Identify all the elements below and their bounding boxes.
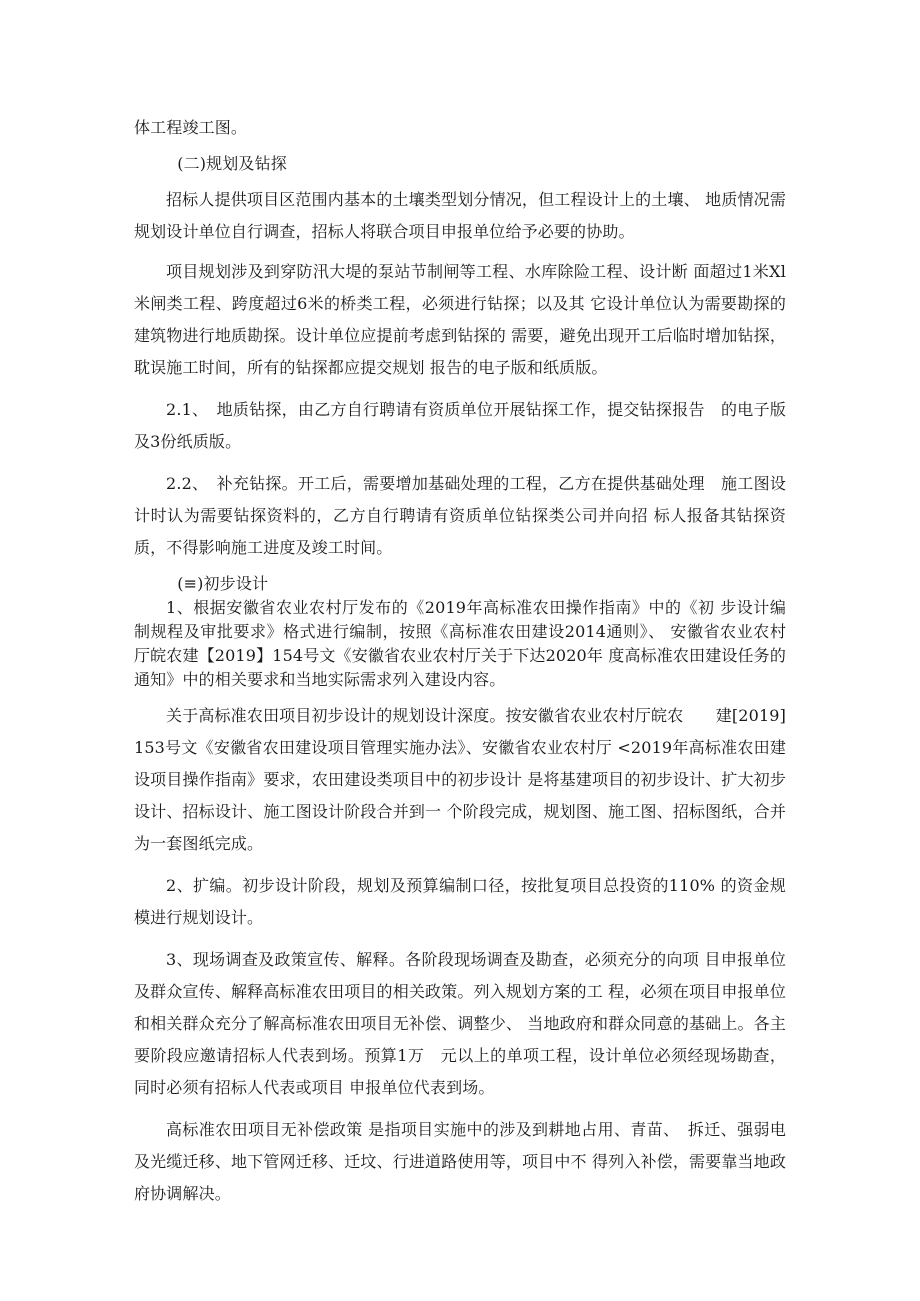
section-heading-preliminary-design: (≡)初步设计	[177, 574, 269, 593]
paragraph-soil-survey: 招标人提供项目区范围内基本的土壤类型划分情况，但工程设计上的土壤、 地质情况需规划设计单位自行调查，招标人将联合项目申报单位给予必要的协助。	[134, 190, 786, 241]
document-body	[134, 112, 786, 1210]
paragraph-design-depth: 关于高标准农田项目初步设计的规划设计深度。按安徽省农业农村厅皖农 建[2019] 153号文《安徽省农田建设项目管理实施办法》、安徽省农业农村厅 <2019年高标准农田建设项目操作指南》要求，农田建设类项目中的初步设计 是将基建项目的初步设计、扩大初步设计、招标设计、施工图设计阶段合并到一 个阶段完成，规划图、施工图、招标图纸，合并为一套图纸完成。	[134, 706, 786, 853]
section-heading-planning-drilling: (二)规划及钻探	[177, 154, 287, 173]
paragraph-supplementary-drilling: 2.2、 补充钻探。开工后，需要增加基础处理的工程，乙方在提供基础处理 施工图设计时认为需要钻探资料的，乙方自行聘请有资质单位钻探类公司并向招 标人报备其钻探资质，不得影响施工进度及竣工时间。	[134, 474, 786, 557]
paragraph-expansion: 2、扩编。初步设计阶段，规划及预算编制口径，按批复项目总投资的110% 的资金规模进行规划设计。	[134, 876, 786, 927]
paragraph-geological-drilling: 2.1、 地质钻探，由乙方自行聘请有资质单位开展钻探工作，提交钻探报告 的电子版及3份纸质版。	[134, 400, 786, 451]
paragraph-design-basis: 1、根据安徽省农业农村厅发布的《2019年高标准农田操作指南》中的《初 步设计编制规程及审批要求》格式进行编制，按照《高标准农田建设2014通则》、 安徽省农业农村厅皖农建【2019】154号文《安徽省农业农村厅关于下达2020年 度高标准农田建设任务的通知》中的相关要求和当地实际需求列入建设内容。	[134, 598, 786, 689]
paragraph-no-compensation-policy: 高标准农田项目无补偿政策 是指项目实施中的涉及到耕地占用、青苗、 拆迁、强弱电及光缆迁移、地下管网迁移、迁坟、行进道路使用等，项目中不 得列入补偿，需要靠当地政府协调解决。	[134, 1120, 786, 1203]
paragraph-project-completion: 体工程竣工图。	[134, 118, 248, 137]
paragraph-drilling-requirements: 项目规划涉及到穿防汛大堤的泵站节制闸等工程、水库除险工程、设计断 面超过1米Xl米闸类工程、跨度超过6米的桥类工程，必须进行钻探；以及其 它设计单位认为需要勘探的建筑物进行地质勘探。设计单位应提前考虑到钻探的 需要，避免出现开工后临时增加钻探，耽误施工时间，所有的钻探都应提交规划 报告的电子版和纸质版。	[134, 262, 786, 377]
paragraph-site-survey-policy: 3、现场调查及政策宣传、解释。各阶段现场调查及勘查，必须充分的向项 目申报单位及群众宣传、解释高标准农田项目的相关政策。列入规划方案的工 程，必须在项目申报单位和相关群众充分了解高标准农田项目无补偿、调整少、 当地政府和群众同意的基础上。各主要阶段应邀请招标人代表到场。预算1万 元以上的单项工程，设计单位必须经现场勘查，同时必须有招标人代表或项目 申报单位代表到场。	[134, 950, 786, 1097]
